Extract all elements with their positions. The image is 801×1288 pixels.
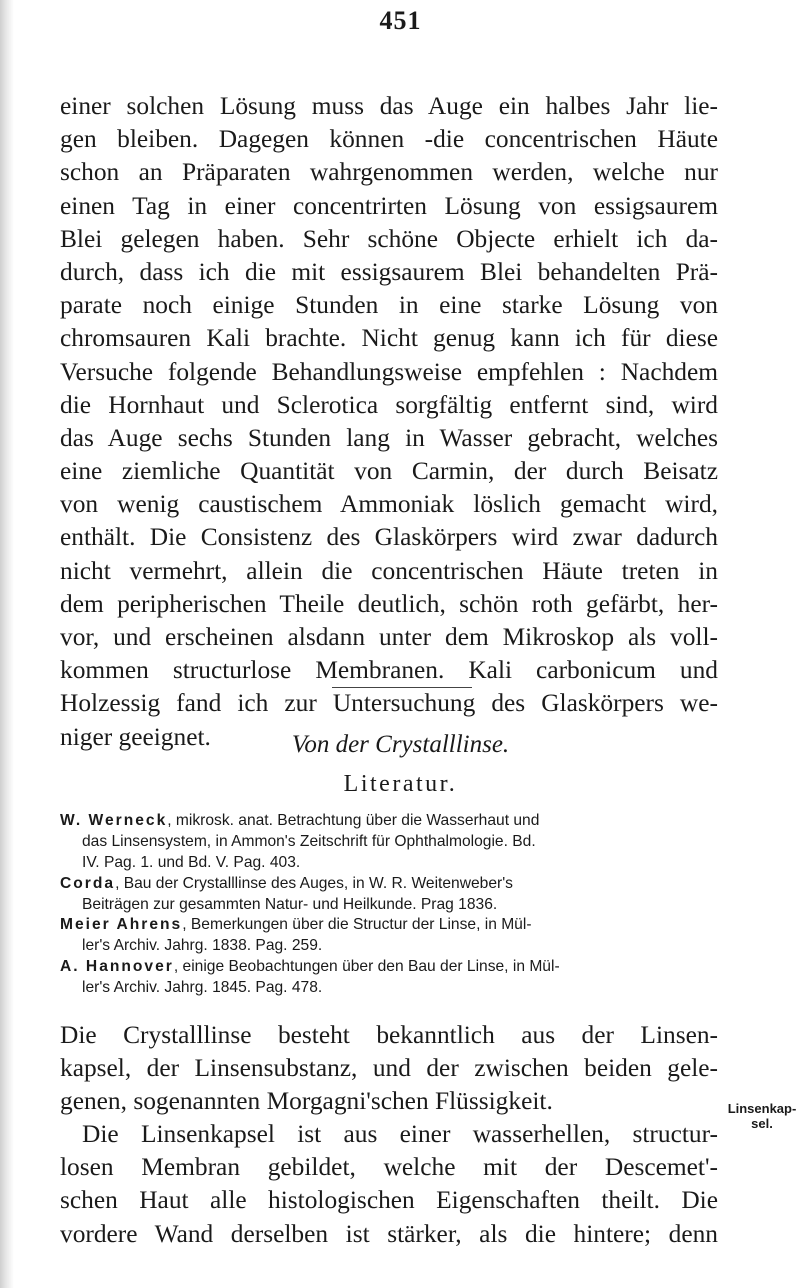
section-title: Von der Crystalllinse.: [291, 731, 510, 758]
text-line: durch, dass ich die mit essigsaurem Blei behandelten Prä-: [60, 257, 718, 286]
reference-text: , Bau der Crystalllinse des Auges, in W. R. Weitenweber's: [115, 874, 513, 892]
reference-text: , mikrosk. anat. Betrachtung über die Wasserhaut und: [167, 812, 540, 829]
margin-note-line: sel.: [751, 1116, 773, 1131]
text-line: von wenig caustischem Ammoniak löslich gemacht wird,: [60, 490, 718, 519]
text-line: enthält. Die Consistenz des Glaskörpers wird zwar dadurch: [60, 523, 718, 552]
text-line: Versuche folgende Behandlungsweise empfehlen : Nachdem: [60, 357, 718, 386]
text-line: losen Membran gebildet, welche mit der Descemet'-: [60, 1153, 718, 1182]
text-line: nicht vermehrt, allein die concentrischen Häute treten in: [60, 556, 718, 585]
text-line: Die Linsenkapsel ist aus einer wasserhellen, structur-: [82, 1120, 718, 1148]
paragraph-crystalllinse: [60, 1019, 718, 1119]
text-line: dem peripherischen Theile deutlich, schön roth gefärbt, her-: [60, 589, 718, 618]
paragraph-linsenkapsel: [60, 1118, 718, 1251]
text-line: das Auge sechs Stunden lang in Wasser gebracht, welches: [60, 423, 718, 452]
reference-continuation: IV. Pag. 1. und Bd. V. Pag. 403.: [82, 853, 301, 871]
text-line: chromsauren Kali brachte. Nicht genug kann ich für diese: [60, 324, 718, 353]
text-line: niger geeignet.: [60, 722, 211, 751]
text-line: vor, und erscheinen alsdann unter dem Mikroskop als voll-: [60, 623, 718, 651]
reference-author: W. Werneck: [60, 812, 168, 829]
reference-entry: [60, 915, 732, 936]
paragraph-glaskoerper: [60, 90, 718, 754]
reference-author: Meier Ahrens: [60, 916, 183, 934]
text-line: kapsel, der Linsensubstanz, und der zwischen beiden gele-: [60, 1054, 718, 1083]
text-line: Holzessig fand ich zur Untersuchung des Glaskörpers we-: [60, 689, 718, 718]
reference-continuation: ler's Archiv. Jahrg. 1838. Pag. 259.: [82, 937, 323, 955]
reference-continuation: Beiträgen zur gesammten Natur- und Heilkunde. Prag 1836.: [82, 895, 498, 913]
text-line: kommen structurlose Membranen. Kali carbonicum und: [60, 656, 718, 685]
page-number: 451: [379, 6, 422, 35]
reference-continuation: das Linsensystem, in Ammon's Zeitschrift für Ophthalmologie. Bd.: [82, 832, 536, 850]
reference-author: Corda: [60, 874, 116, 892]
reference-entry: [60, 874, 732, 895]
reference-text: , einige Beobachtungen über den Bau der Linse, in Mül-: [173, 958, 560, 976]
section-divider: [332, 687, 472, 688]
reference-continuation: ler's Archiv. Jahrg. 1845. Pag. 478.: [82, 979, 323, 997]
reference-entry: [60, 957, 732, 978]
text-line: schon an Präparaten wahrgenommen werden, welche nur: [60, 158, 718, 187]
reference-entry: [60, 811, 732, 832]
reference-text: , Bemerkungen über die Structur der Linse, in Mül-: [182, 916, 532, 934]
references-list: [60, 811, 732, 999]
text-line: Blei gelegen haben. Sehr schöne Objecte erhielt ich da-: [60, 224, 718, 253]
text-line: eine ziemliche Quantität von Carmin, der durch Beisatz: [60, 457, 718, 486]
text-line: vordere Wand derselben ist stärker, als die hintere; denn: [60, 1219, 718, 1248]
text-line: Die Crystalllinse besteht bekanntlich aus der Linsen-: [60, 1021, 718, 1049]
margin-note: [723, 1101, 801, 1131]
text-line: gen bleiben. Dagegen können -die concentrischen Häute: [60, 125, 718, 154]
text-line: die Hornhaut und Sclerotica sorgfältig entfernt sind, wird: [60, 390, 718, 419]
text-line: schen Haut alle histologischen Eigenschaften theilt. Die: [60, 1186, 718, 1215]
text-line: einer solchen Lösung muss das Auge ein halbes Jahr lie-: [60, 92, 718, 120]
margin-note-line: Linsenkap-: [727, 1101, 797, 1116]
text-line: einen Tag in einer concentrirten Lösung von essigsaurem: [60, 191, 718, 220]
text-line: genen, sogenannten Morgagni'schen Flüssigkeit.: [60, 1087, 553, 1116]
reference-author: A. Hannover: [60, 958, 174, 976]
text-line: parate noch einige Stunden in eine starke Lösung von: [60, 291, 718, 320]
literature-heading: Literatur.: [343, 771, 458, 797]
binding-edge: [0, 0, 14, 1288]
